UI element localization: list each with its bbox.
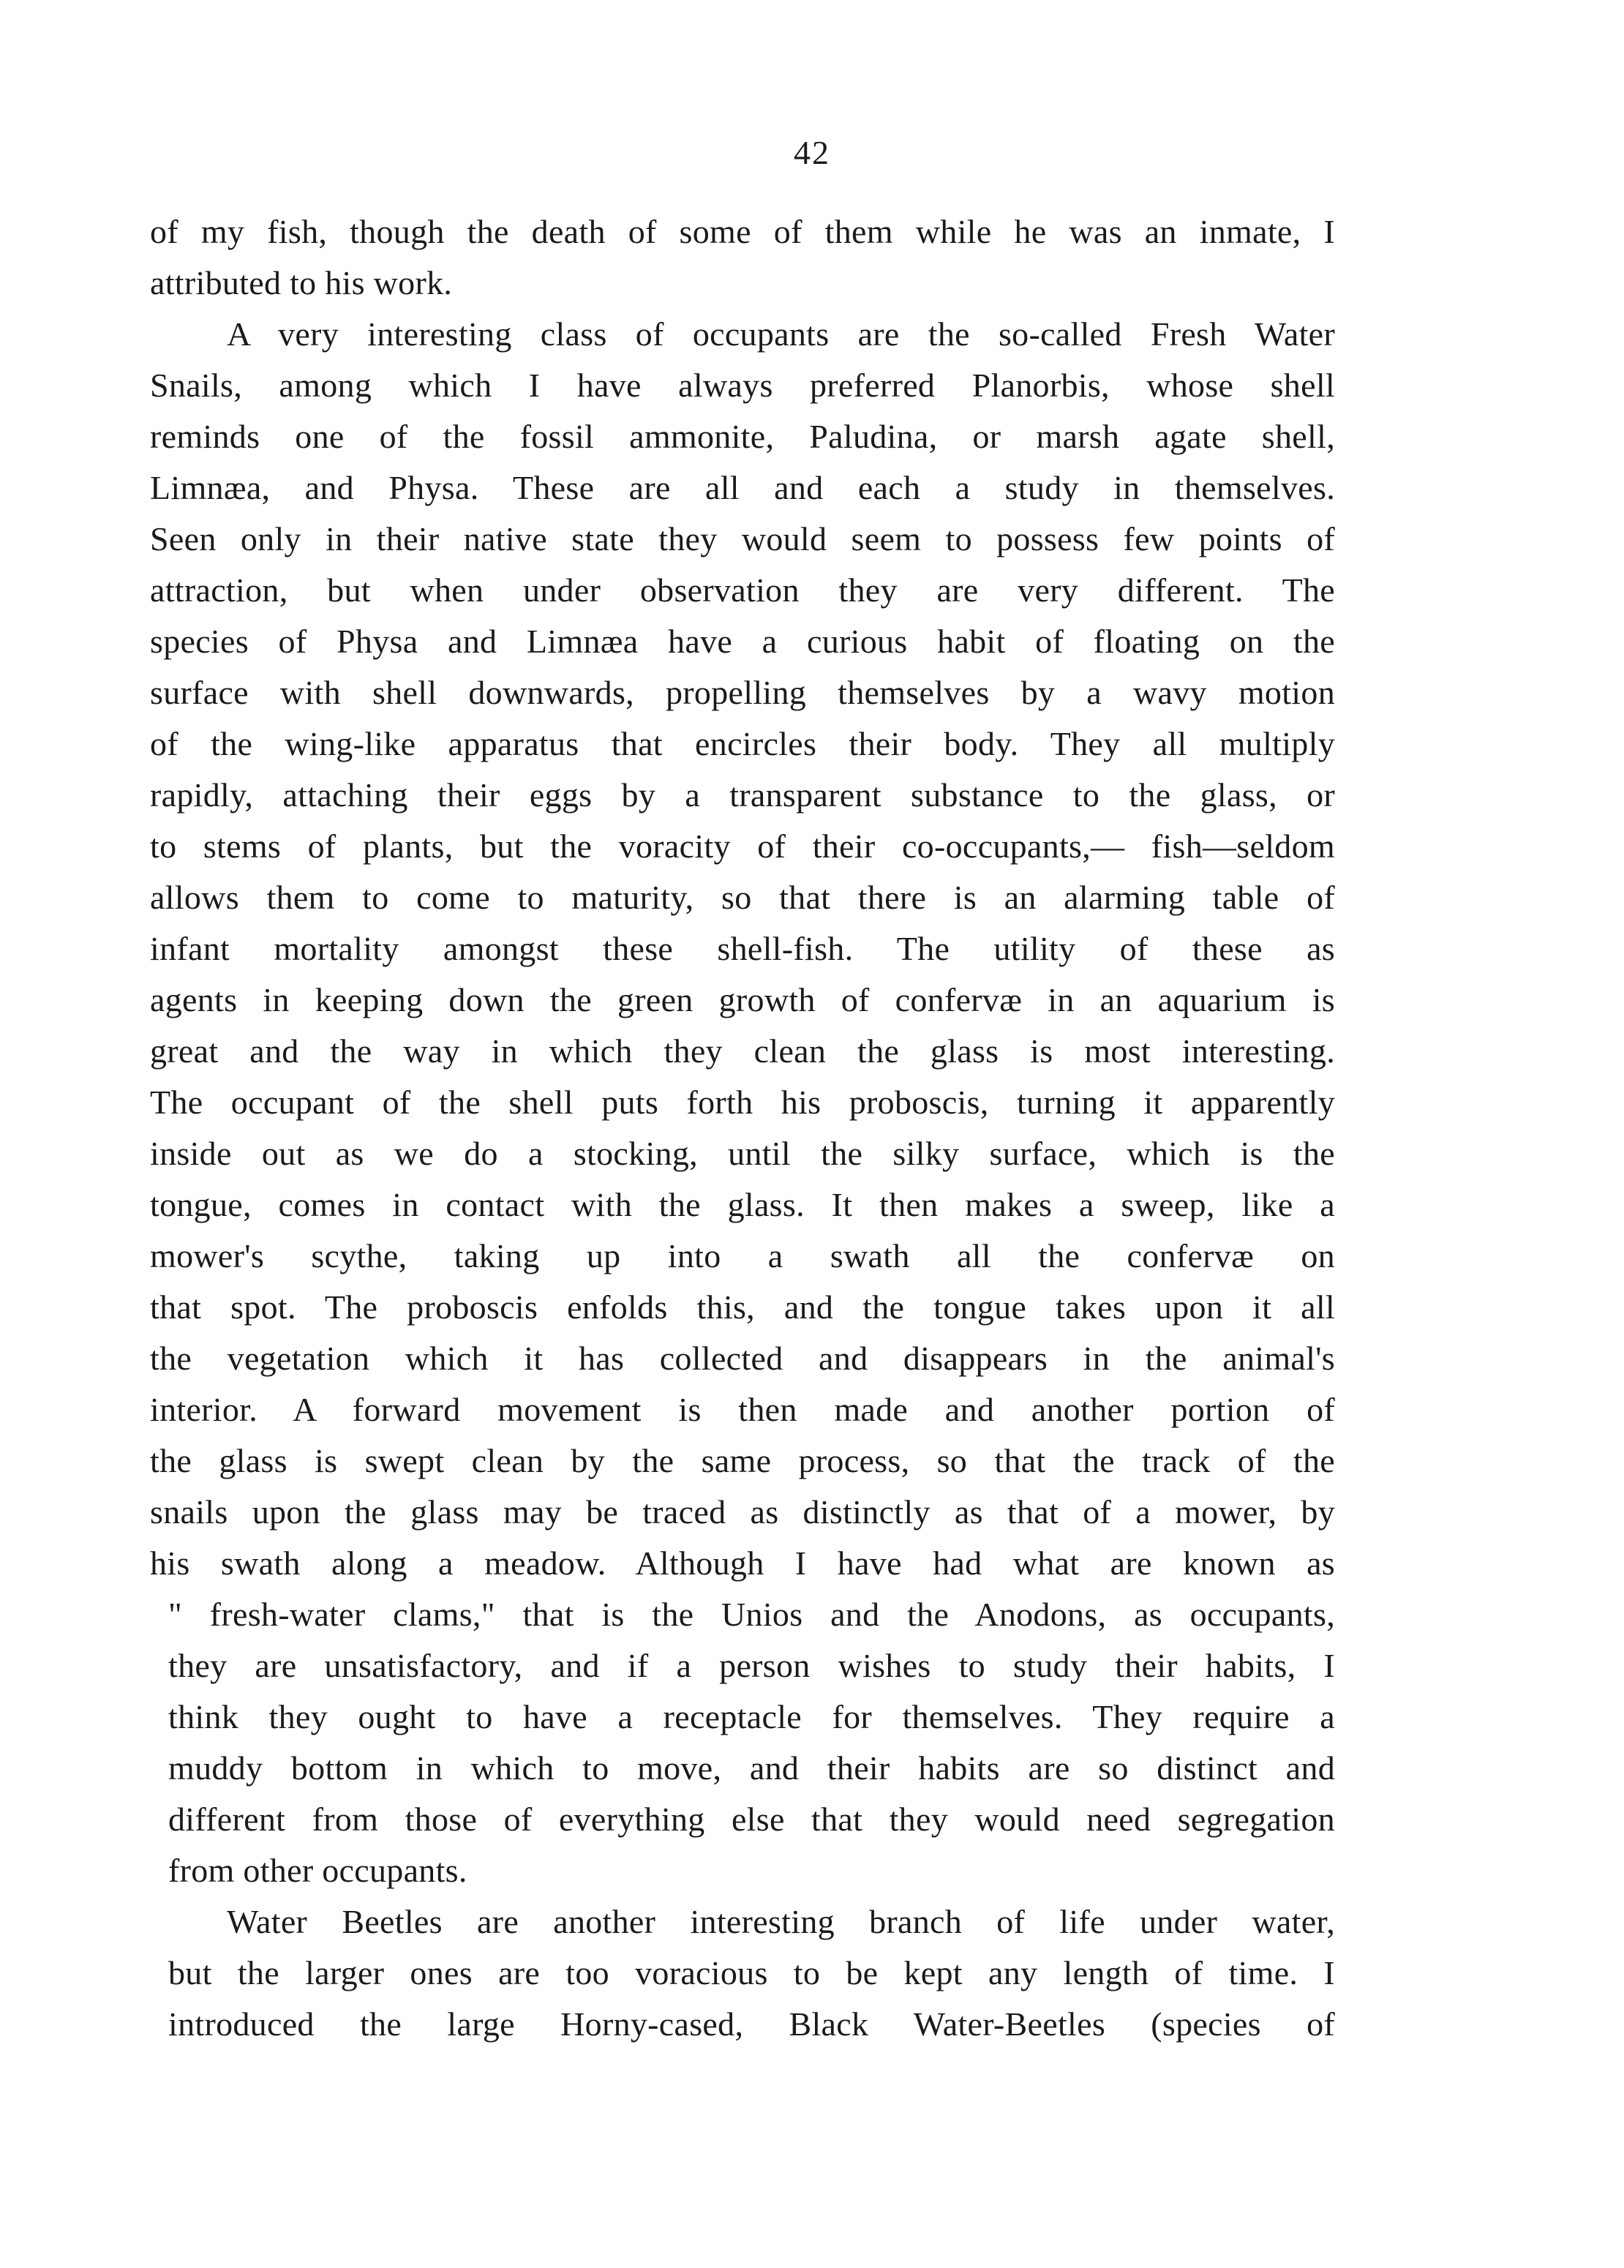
text-line: from other occupants. [168, 1852, 467, 1889]
text-line: Water Beetles are another interesting branch of life under water, [227, 1903, 1335, 1940]
text-line: The occupant of the shell puts forth his proboscis, turning it apparently [150, 1084, 1335, 1121]
text-line: surface with shell downwards, propelling themselves by a wavy motion [150, 674, 1335, 711]
text-line: Snails, among which I have always preferred Planorbis, whose shell [150, 367, 1335, 404]
text-line: of my fish, though the death of some of them while he was an inmate, I [150, 213, 1335, 250]
text-line: Seen only in their native state they would seem to possess few points of [150, 520, 1335, 557]
text-line: attraction, but when under observation they are very different. The [150, 571, 1335, 609]
text-line: allows them to come to maturity, so that there is an alarming table of [150, 879, 1335, 916]
text-line: introduced the large Horny-cased, Black Water-Beetles (species of [168, 2005, 1335, 2043]
text-line: of the wing-like apparatus that encircles their body. They all multiply [150, 725, 1335, 762]
text-line: different from those of everything else that they would need segregation [168, 1800, 1335, 1838]
text-line: inside out as we do a stocking, until the silky surface, which is the [150, 1135, 1335, 1172]
text-line: A very interesting class of occupants are the so-called Fresh Water [227, 315, 1335, 353]
text-line: snails upon the glass may be traced as distinctly as that of a mower, by [150, 1493, 1335, 1531]
text-line: mower's scythe, taking up into a swath all the confervæ on [150, 1237, 1335, 1274]
text-line: the glass is swept clean by the same process, so that the track of the [150, 1442, 1335, 1479]
body-text [150, 206, 1335, 2050]
text-line: reminds one of the fossil ammonite, Paludina, or marsh agate shell, [150, 418, 1335, 455]
text-line: that spot. The proboscis enfolds this, and the tongue takes upon it all [150, 1288, 1335, 1326]
paragraph [150, 309, 1335, 1896]
text-line: muddy bottom in which to move, and their habits are so distinct and [168, 1749, 1335, 1787]
text-line: to stems of plants, but the voracity of their co-occupants,— fish—seldom [150, 827, 1335, 865]
text-line: his swath along a meadow. Although I have had what are known as [150, 1544, 1335, 1582]
text-line: rapidly, attaching their eggs by a transparent substance to the glass, or [150, 776, 1335, 814]
text-line: agents in keeping down the green growth of confervæ in an aquarium is [150, 981, 1335, 1018]
paragraph [150, 206, 1335, 309]
text-line: interior. A forward movement is then made and another portion of [150, 1391, 1335, 1428]
text-line: species of Physa and Limnæa have a curious habit of floating on the [150, 623, 1335, 660]
text-line: think they ought to have a receptacle for themselves. They require a [168, 1698, 1335, 1735]
text-line: but the larger ones are too voracious to be kept any length of time. I [168, 1954, 1335, 1991]
text-line: " fresh-water clams," that is the Unios and the Anodons, as occupants, [168, 1596, 1335, 1633]
text-line: attributed to his work. [150, 264, 453, 301]
text-line: infant mortality amongst these shell-fish. The utility of these as [150, 930, 1335, 967]
text-line: they are unsatisfactory, and if a person wishes to study their habits, I [168, 1647, 1335, 1684]
page-number: 42 [794, 134, 830, 171]
text-line: tongue, comes in contact with the glass. It then makes a sweep, like a [150, 1186, 1335, 1223]
text-line: Limnæa, and Physa. These are all and each a study in themselves. [150, 469, 1335, 506]
text-line: the vegetation which it has collected and disappears in the animal's [150, 1340, 1335, 1377]
text-line: great and the way in which they clean the glass is most interesting. [150, 1032, 1335, 1070]
paragraph [150, 1896, 1335, 2050]
